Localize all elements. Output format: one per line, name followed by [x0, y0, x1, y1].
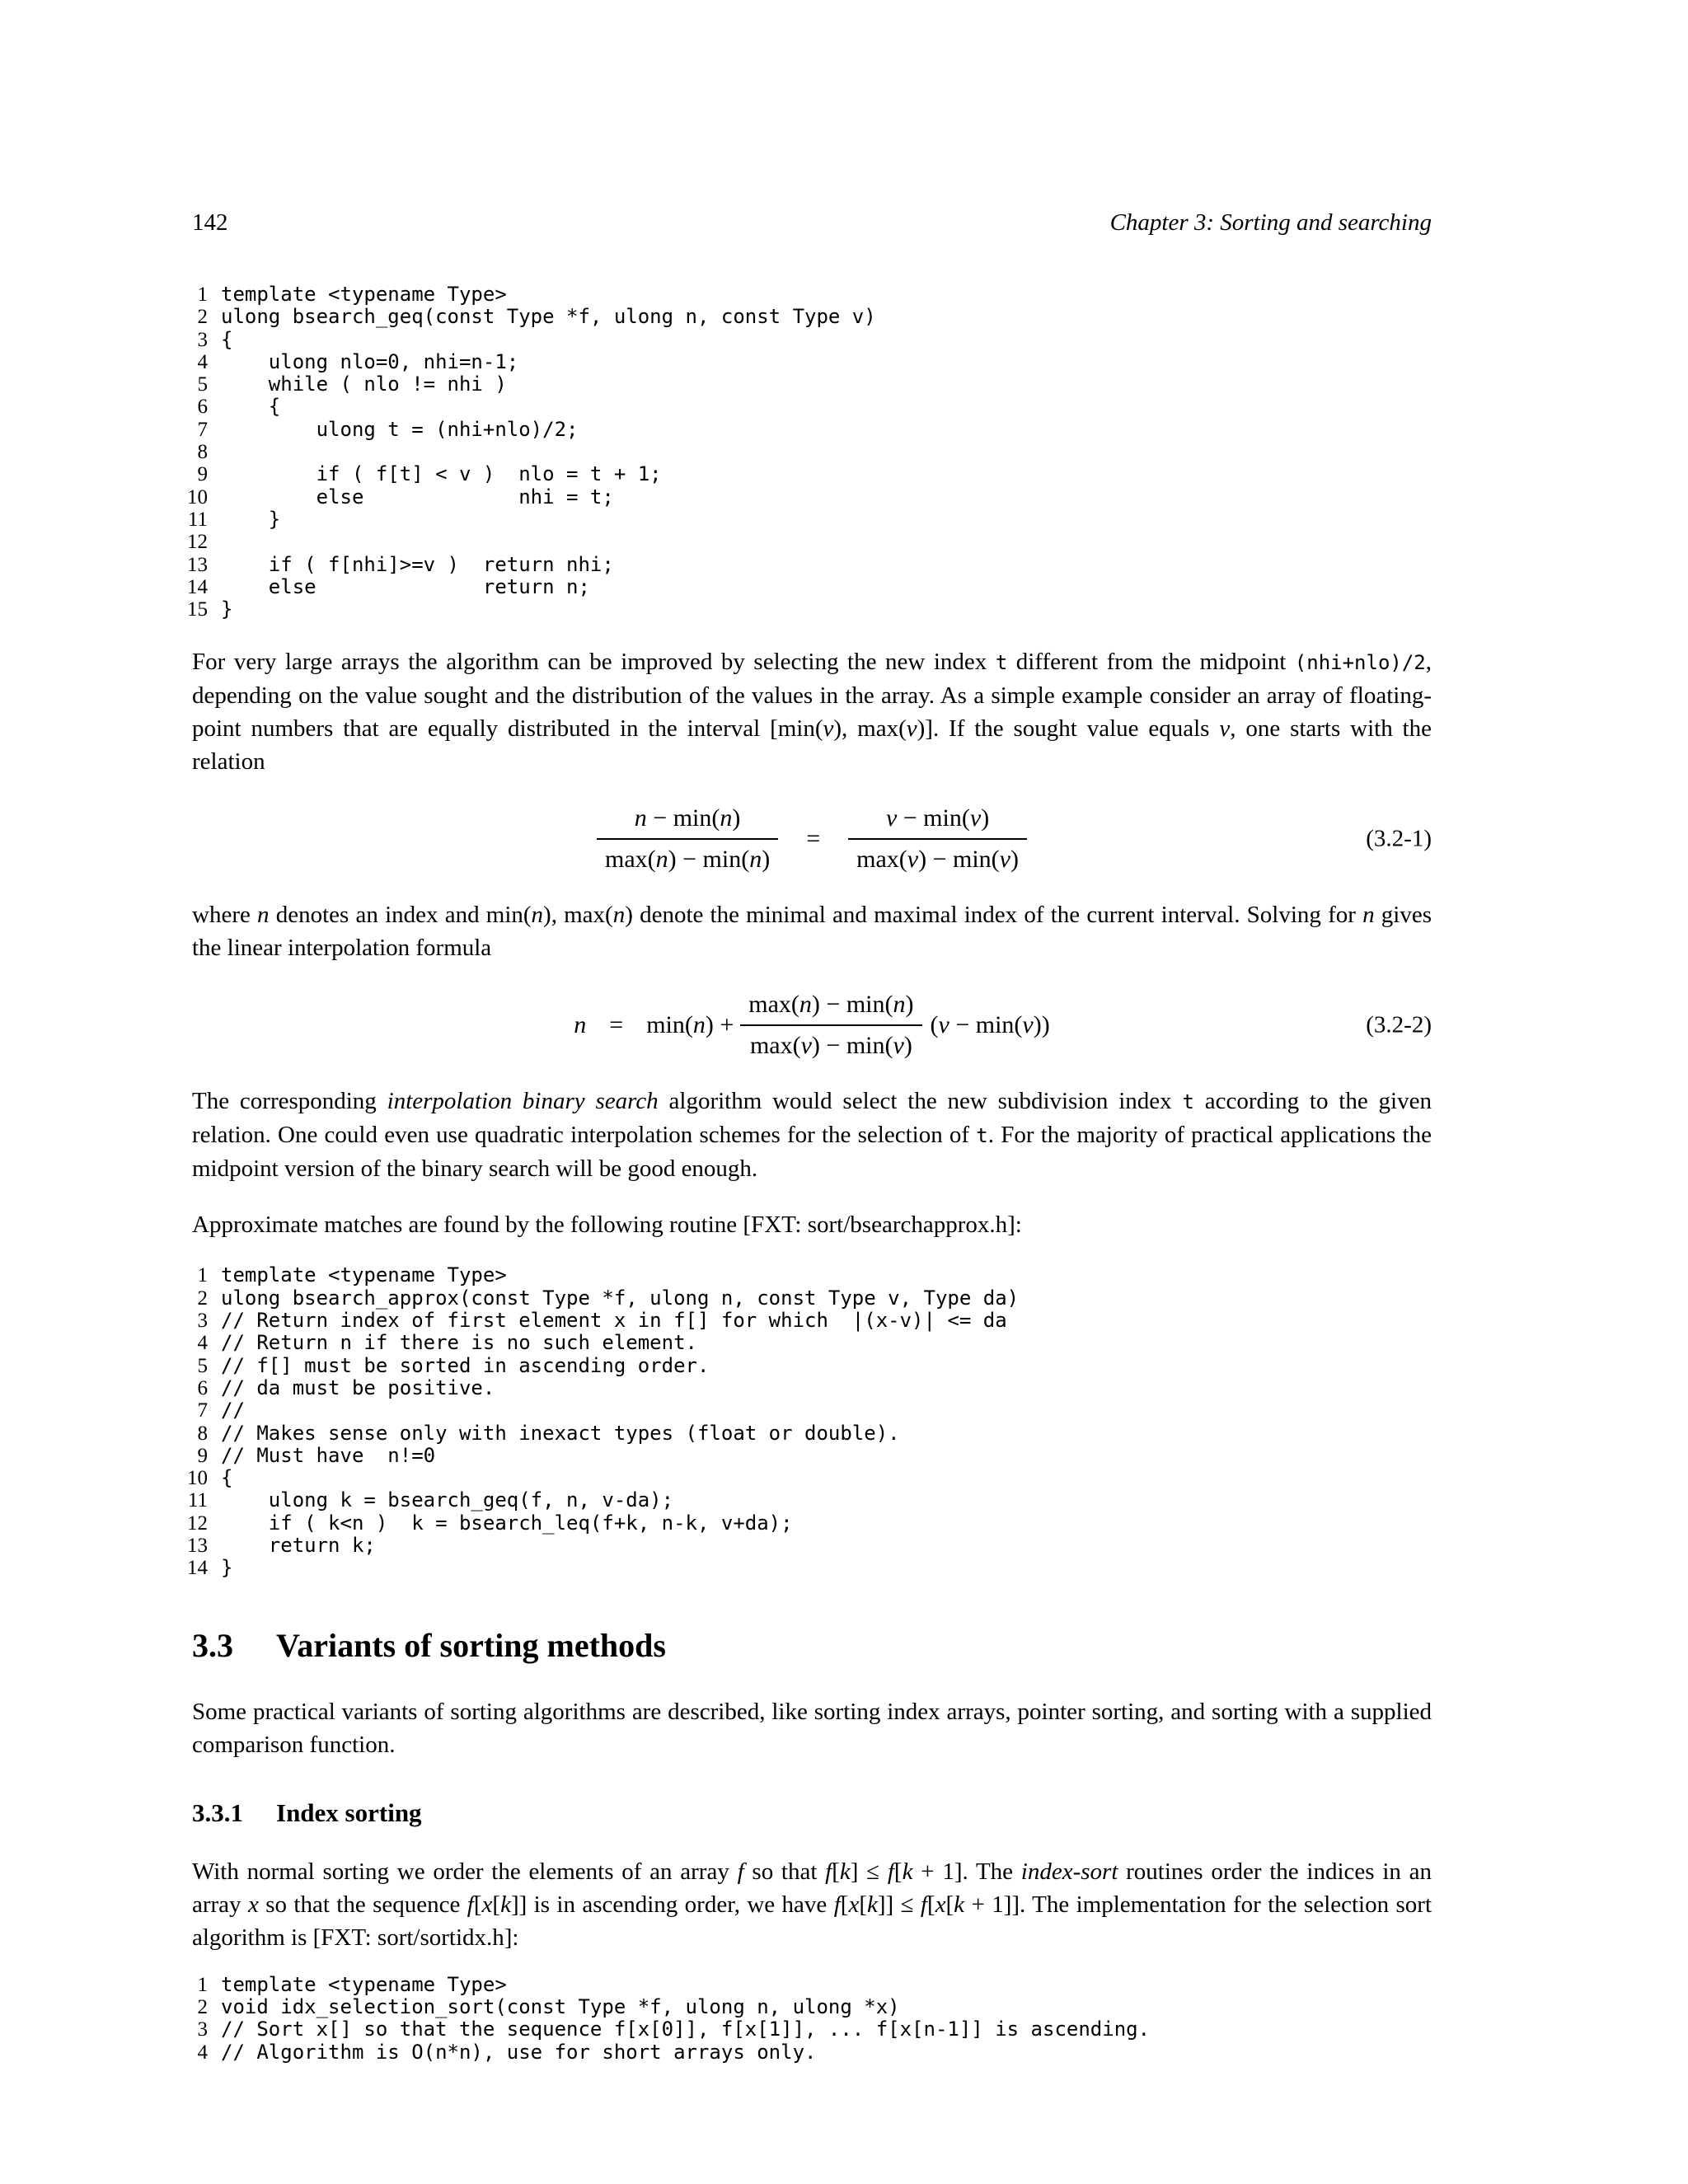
text-segment: routines order the indices in an array: [192, 1858, 1432, 1918]
code-text: }: [221, 598, 233, 621]
math-segment: (: [930, 1011, 939, 1039]
math-segment: v: [893, 1032, 904, 1060]
text-segment: x: [935, 1891, 946, 1918]
line-number: 7: [197, 418, 208, 441]
line-number: 8: [197, 1422, 208, 1445]
line-number: 1: [197, 1264, 208, 1287]
numerator: [848, 804, 1027, 838]
line-number: 5: [197, 373, 208, 396]
text-segment: algorithm would select the new subdivision index: [658, 1088, 1183, 1115]
page-number: 142: [192, 209, 228, 236]
math-segment: v: [999, 846, 1010, 874]
code-text: if ( f[nhi]>=v ) return nhi;: [221, 552, 614, 576]
text-segment: Some practical variants of sorting algorithms are described, like sorting index arrays, pointer sorting, and sorting with a supplied comparison function.: [192, 1698, 1432, 1758]
text-segment: With normal sorting we order the elements of an array: [192, 1858, 738, 1885]
math-segment: − min(: [897, 804, 970, 832]
equation-number: (3.2-1): [1366, 825, 1432, 852]
code-text: ulong bsearch_geq(const Type *f, ulong n, const Type v): [221, 305, 876, 329]
text-segment: where: [192, 902, 258, 929]
line-number: 7: [197, 1399, 208, 1422]
text-segment: v: [1219, 715, 1231, 743]
code-line: [180, 2041, 1432, 2064]
text-segment: t: [995, 651, 1008, 675]
code-line: [180, 1996, 1432, 2018]
equals-sign: =: [806, 825, 821, 853]
code-line: [180, 351, 1432, 373]
section-heading-3-3: [192, 1626, 1432, 1666]
code-text: {: [221, 395, 281, 419]
code-text: // Return n if there is no such element.: [221, 1331, 697, 1355]
text-segment: [: [859, 1891, 867, 1918]
text-segment: so that: [743, 1858, 826, 1885]
code-text: // Makes sense only with inexact types (float or double).: [221, 1421, 900, 1445]
line-number: 3: [197, 2018, 208, 2041]
math-segment: − min(: [646, 804, 720, 832]
code-text: return k;: [221, 1534, 376, 1558]
text-segment: k: [954, 1891, 965, 1918]
equals-sign: =: [609, 1011, 624, 1039]
line-number: 11: [187, 1489, 208, 1512]
text-segment: ] ≤: [850, 1858, 888, 1885]
text-segment: gives the linear interpolation formula: [192, 902, 1432, 962]
text-segment: k: [839, 1858, 851, 1885]
math-segment: v: [885, 804, 898, 832]
paragraph-approximate-matches: [192, 1208, 1432, 1241]
math-segment: n: [634, 804, 647, 832]
code-text: void idx_selection_sort(const Type *f, ulong n, ulong *x): [221, 1994, 900, 2018]
line-number: 1: [197, 1973, 208, 1996]
text-segment: x: [481, 1891, 493, 1918]
equation-number: (3.2-2): [1366, 1011, 1432, 1038]
text-segment: + 1]. The: [912, 1858, 1021, 1885]
paragraph-interpolation-search: [192, 1085, 1432, 1185]
line-number: 4: [197, 350, 208, 373]
code-line: [180, 1974, 1432, 1996]
code-text: // f[] must be sorted in ascending order.: [221, 1353, 710, 1377]
text-segment: n: [531, 902, 544, 929]
code-line: [180, 1399, 1432, 1422]
code-text: // Algorithm is O(n*n), use for short arrays only.: [221, 2040, 817, 2064]
code-text: template <typename Type>: [221, 283, 507, 306]
math-segment: ): [762, 846, 771, 874]
line-number: 10: [187, 1467, 208, 1490]
code-text: }: [221, 507, 281, 531]
line-number: 13: [187, 1535, 208, 1558]
math-segment: v: [800, 1032, 812, 1060]
text-segment: k: [500, 1891, 511, 1918]
numerator: [740, 991, 921, 1024]
line-number: 4: [197, 1332, 208, 1355]
math-segment: ): [903, 1032, 912, 1060]
code-line: [180, 1332, 1432, 1354]
math-segment: max(: [856, 846, 907, 874]
text-segment: [: [832, 1858, 840, 1885]
code-line: [180, 1445, 1432, 1467]
line-number: 13: [187, 553, 208, 576]
subsection-title: Index sorting: [276, 1797, 422, 1827]
code-text: // Sort x[] so that the sequence f[x[0]], f[x[1]], ... f[x[n-1]] is ascending.: [221, 2018, 1151, 2041]
equation-3-2-1: [192, 804, 1432, 874]
section-title: Variants of sorting methods: [276, 1626, 666, 1664]
line-number: 2: [197, 306, 208, 329]
text-segment: k: [866, 1891, 878, 1918]
equation-lhs: [574, 1011, 586, 1039]
code-line: [180, 1489, 1432, 1511]
text-segment: according to the given relation. One could even use quadratic interpolation schemes for the selection of: [192, 1088, 1432, 1149]
code-text: ulong bsearch_approx(const Type *f, ulong n, const Type v, Type da): [221, 1286, 1020, 1310]
code-line: [180, 509, 1432, 531]
text-segment: The corresponding: [192, 1088, 387, 1115]
code-line: [180, 1557, 1432, 1579]
text-segment: f: [833, 1891, 841, 1918]
text-segment: . For the majority of practical applications the midpoint version of the binary search will be good enough.: [192, 1122, 1432, 1183]
math-segment: n: [749, 846, 762, 874]
math-segment: n: [655, 846, 668, 874]
text-segment: [: [893, 1858, 903, 1885]
code-text: ulong t = (nhi+nlo)/2;: [221, 417, 579, 441]
code-listing-bsearch-approx: [180, 1264, 1432, 1579]
line-number: 2: [197, 1995, 208, 2018]
line-number: 15: [187, 598, 208, 621]
code-line: [180, 373, 1432, 396]
line-number: 9: [197, 1444, 208, 1467]
code-line: [180, 1512, 1432, 1535]
text-segment: x: [247, 1891, 259, 1918]
math-segment: max(: [749, 1032, 801, 1060]
code-text: //: [221, 1399, 245, 1422]
line-number: 6: [197, 396, 208, 419]
code-text: }: [221, 1556, 233, 1580]
code-line: [180, 1310, 1432, 1332]
text-segment: + 1]]. The implementation for the selection sort algorithm is [FXT: sort/sortidx.h]:: [192, 1891, 1432, 1951]
math-segment: ): [1010, 846, 1019, 874]
fraction: [740, 991, 921, 1060]
code-text: if ( f[t] < v ) nlo = t + 1;: [221, 462, 662, 486]
code-text: template <typename Type>: [221, 1263, 507, 1287]
text-segment: n: [257, 902, 270, 929]
page-content: [187, 208, 1432, 2064]
math-segment: max(: [748, 991, 799, 1019]
text-segment: Approximate matches are found by the following routine [FXT: sort/bsearchapprox.h]:: [192, 1212, 1022, 1239]
code-text: template <typename Type>: [221, 1972, 507, 1996]
code-line: [180, 1422, 1432, 1445]
text-segment: ), max(: [833, 715, 907, 743]
line-number: 3: [197, 328, 208, 351]
math-segment: min(: [646, 1011, 693, 1039]
paragraph-interpolation-intro: [192, 645, 1432, 778]
line-number: 6: [197, 1376, 208, 1399]
text-segment: [: [473, 1891, 482, 1918]
code-line: [180, 284, 1432, 306]
running-header: [192, 208, 1432, 237]
math-segment: ) − min(: [811, 1032, 893, 1060]
paragraph-variants-intro: [192, 1695, 1432, 1761]
fraction-right: [848, 804, 1027, 874]
text-segment: x: [848, 1891, 860, 1918]
numerator: [597, 804, 778, 838]
math-segment: ): [981, 804, 990, 832]
text-segment: f: [887, 1858, 894, 1885]
code-line: [180, 1377, 1432, 1399]
math-segment: ): [905, 991, 914, 1019]
code-line: [180, 1535, 1432, 1557]
text-segment: ) denote the minimal and maximal index of the current interval. Solving for: [625, 902, 1363, 929]
text-segment: k: [902, 1858, 913, 1885]
code-text: // Must have n!=0: [221, 1443, 436, 1467]
text-segment: ), max(: [543, 902, 613, 929]
code-line: [180, 554, 1432, 576]
code-line: [180, 1355, 1432, 1377]
math-segment: − min(: [949, 1011, 1023, 1039]
text-segment: (nhi+nlo)/2: [1294, 651, 1426, 675]
text-segment: )]. If the sought value equals: [917, 715, 1220, 743]
code-listing-idx-selection-sort: [180, 1974, 1432, 2064]
subsection-number: 3.3.1: [192, 1797, 243, 1827]
math-segment: ) − min(: [811, 991, 893, 1019]
text-segment: [: [926, 1891, 935, 1918]
code-line: [180, 419, 1432, 441]
text-segment: t: [1182, 1090, 1194, 1114]
code-text: {: [221, 327, 233, 351]
code-line: [180, 598, 1432, 621]
paragraph-index-sorting: [192, 1855, 1432, 1954]
text-segment: index-sort: [1020, 1858, 1118, 1885]
code-text: // Return index of first element x in f[] for which |(x-v)| <= da: [221, 1309, 1007, 1333]
denominator: [597, 838, 778, 874]
text-segment: f: [467, 1891, 474, 1918]
code-text: while ( nlo != nhi ): [221, 373, 507, 396]
line-number: 3: [197, 1310, 208, 1333]
line-number: 4: [197, 2041, 208, 2064]
code-text: if ( k<n ) k = bsearch_leq(f+k, n-k, v+da);: [221, 1511, 793, 1535]
math-segment: v: [969, 804, 982, 832]
line-number: 14: [187, 575, 208, 598]
line-number: 1: [197, 284, 208, 306]
line-number: 11: [187, 508, 208, 531]
code-line: [180, 486, 1432, 509]
text-segment: [: [840, 1891, 849, 1918]
text-segment: , depending on the value sought and the distribution of the values in the array. As a simple example consider an array of floating-point numbers that are equally distributed in the interval [min(: [192, 649, 1432, 743]
code-text: ulong nlo=0, nhi=n-1;: [221, 349, 519, 373]
text-segment: f: [920, 1891, 927, 1918]
text-segment: [: [945, 1891, 954, 1918]
paragraph-where-n: [192, 898, 1432, 964]
code-line: [180, 1467, 1432, 1489]
text-segment: ]] ≤: [877, 1891, 921, 1918]
code-line: [180, 576, 1432, 598]
code-line: [180, 396, 1432, 418]
text-segment: n: [1362, 902, 1375, 929]
equation-suffix: [931, 1011, 1050, 1039]
line-number: 2: [197, 1286, 208, 1310]
code-listing-bsearch-geq: [180, 284, 1432, 621]
text-segment: f: [737, 1858, 744, 1885]
code-line: [180, 306, 1432, 328]
line-number: 5: [197, 1354, 208, 1377]
text-segment: t: [976, 1124, 988, 1148]
equation-prefix: [646, 1011, 734, 1039]
math-segment: n: [720, 804, 733, 832]
math-segment: n: [799, 991, 812, 1019]
math-segment: v: [1022, 1011, 1034, 1039]
code-text: {: [221, 1466, 233, 1490]
text-segment: so that the sequence: [258, 1891, 467, 1918]
denominator: [740, 1024, 921, 1060]
section-number: 3.3: [192, 1626, 233, 1664]
code-line: [180, 1264, 1432, 1286]
denominator: [848, 838, 1027, 874]
math-segment: n: [893, 991, 906, 1019]
math-segment: v: [907, 846, 919, 874]
equation-3-2-2: [192, 991, 1432, 1060]
math-segment: )): [1033, 1011, 1050, 1039]
code-line: [180, 463, 1432, 485]
text-segment: f: [825, 1858, 832, 1885]
code-line: [180, 329, 1432, 351]
line-number: 14: [187, 1557, 208, 1580]
code-line: [180, 2018, 1432, 2041]
text-segment: different from the midpoint: [1007, 649, 1295, 676]
text-segment: , one starts with the relation: [192, 715, 1432, 776]
code-text: ulong k = bsearch_geq(f, n, v-da);: [221, 1488, 674, 1512]
subsection-heading-3-3-1: [192, 1797, 1432, 1829]
math-segment: ) − min(: [668, 846, 750, 874]
math-segment: ) − min(: [918, 846, 1000, 874]
text-segment: denotes an index and min(: [269, 902, 532, 929]
code-line: [180, 531, 1432, 553]
fraction-left: [597, 804, 778, 874]
math-segment: ): [732, 804, 741, 832]
text-segment: interpolation binary search: [387, 1088, 659, 1115]
text-segment: ]] is in ascending order, we have: [510, 1891, 834, 1918]
code-line: [180, 441, 1432, 463]
math-segment: n: [574, 1011, 587, 1039]
line-number: 8: [197, 441, 208, 464]
line-number: 12: [187, 1511, 208, 1535]
math-segment: ) +: [705, 1011, 734, 1039]
text-segment: v: [906, 715, 917, 743]
line-number: 12: [187, 531, 208, 554]
text-segment: For very large arrays the algorithm can be improved by selecting the new index: [192, 649, 996, 676]
math-segment: n: [692, 1011, 706, 1039]
code-text: // da must be positive.: [221, 1376, 495, 1399]
chapter-title: Chapter 3: Sorting and searching: [1109, 209, 1432, 236]
text-segment: v: [823, 715, 834, 743]
line-number: 9: [197, 463, 208, 486]
line-number: 10: [187, 485, 208, 509]
text-segment: n: [612, 902, 626, 929]
code-text: else return n;: [221, 574, 590, 598]
text-segment: [: [492, 1891, 501, 1918]
math-segment: v: [938, 1011, 950, 1039]
code-line: [180, 1287, 1432, 1310]
math-segment: max(: [604, 846, 656, 874]
code-text: else nhi = t;: [221, 485, 614, 509]
